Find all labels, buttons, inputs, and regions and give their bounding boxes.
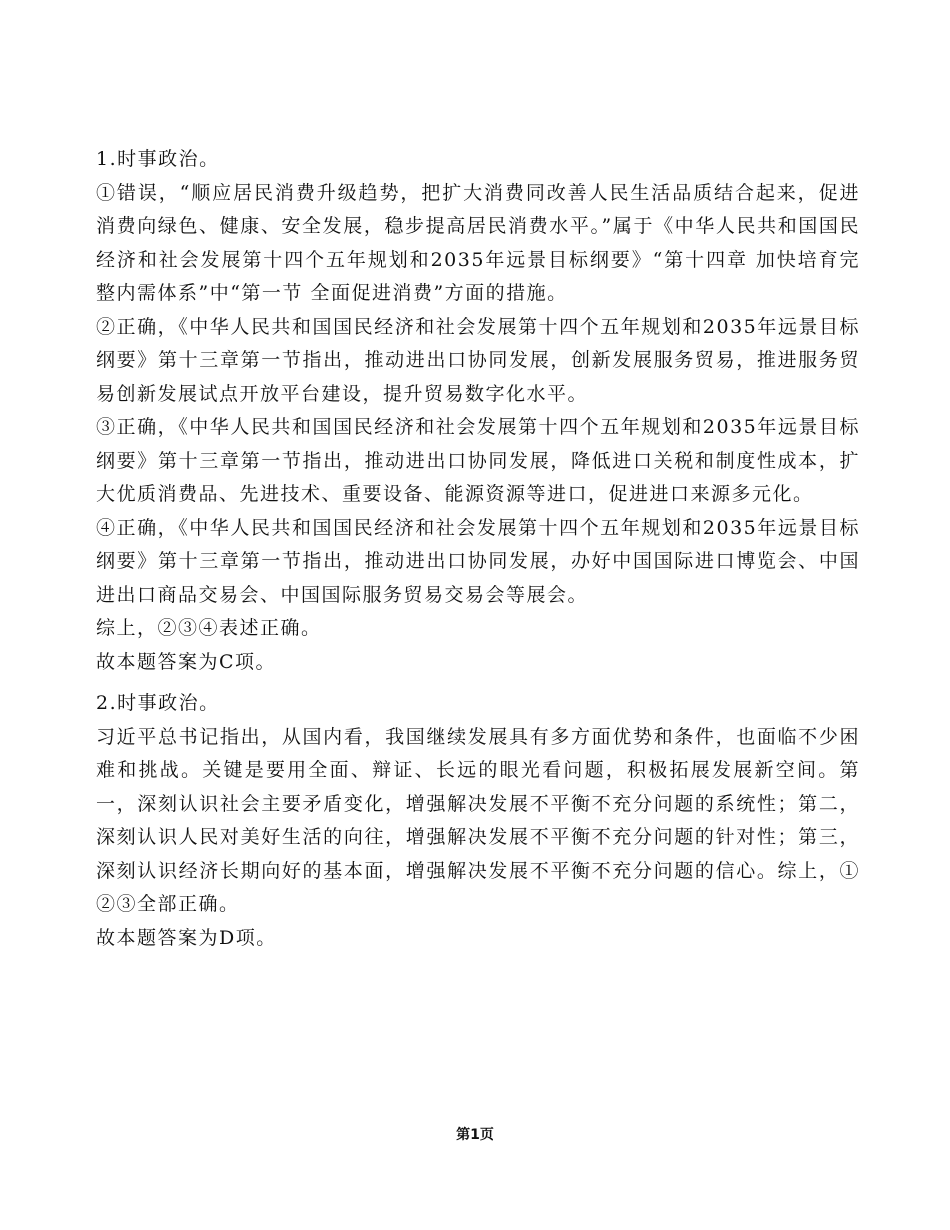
summary-line: 综上，②③④表述正确。 xyxy=(96,617,322,639)
question-heading: 2.时事政治。 xyxy=(96,692,220,714)
analysis-item-2: ②正确，《中华人民共和国国民经济和社会发展第十四个五年规划和2035年远景目标纲要》第十三章第一节指出，推动进出口协同发展，创新发展服务贸易，推进服务贸易创新发展试点开放平台建设，提升贸易数字化水平。 xyxy=(96,315,860,405)
answer-section-2 xyxy=(96,687,860,955)
analysis-item-3: ③正确，《中华人民共和国国民经济和社会发展第十四个五年规划和2035年远景目标纲要》第十三章第一节指出，推动进出口协同发展，降低进口关税和制度性成本，扩大优质消费品、先进技术、重要设备、能源资源等进口，促进进口来源多元化。 xyxy=(96,416,860,505)
analysis-item-4: ④正确，《中华人民共和国国民经济和社会发展第十四个五年规划和2035年远景目标纲要》第十三章第一节指出，推动进出口协同发展，办好中国国际进口博览会、中国进出口商品交易会、中国国际服务贸易交易会等展会。 xyxy=(96,516,860,606)
analysis-paragraph: 习近平总书记指出，从国内看，我国继续发展具有多方面优势和条件，也面临不少困难和挑战。关键是要用全面、辩证、长远的眼光看问题，积极拓展发展新空间。第一，深刻认识社会主要矛盾变化，增强解决发展不平衡不充分问题的系统性；第二，深刻认识人民对美好生活的向往，增强解决发展不平衡不充分问题的针对性；第三，深刻认识经济长期向好的基本面，增强解决发展不平衡不充分问题的信心。综上，①②③全部正确。 xyxy=(96,725,860,915)
answer-section-1 xyxy=(96,143,860,679)
page-number: 第1页 xyxy=(456,1127,494,1143)
question-heading: 1.时事政治。 xyxy=(96,148,220,170)
document-body xyxy=(96,143,860,955)
answer-line: 故本题答案为C项。 xyxy=(96,650,277,673)
answer-line: 故本题答案为D项。 xyxy=(96,926,277,949)
analysis-item-1: ①错误，“顺应居民消费升级趋势，把扩大消费同改善人民生活品质结合起来，促进消费向绿色、健康、安全发展，稳步提高居民消费水平。”属于《中华人民共和国国民经济和社会发展第十四个五年规划和2035年远景目标纲要》“第十四章 加快培育完整内需体系”中“第一节 全面促进消费”方面的措施。 xyxy=(96,181,860,304)
